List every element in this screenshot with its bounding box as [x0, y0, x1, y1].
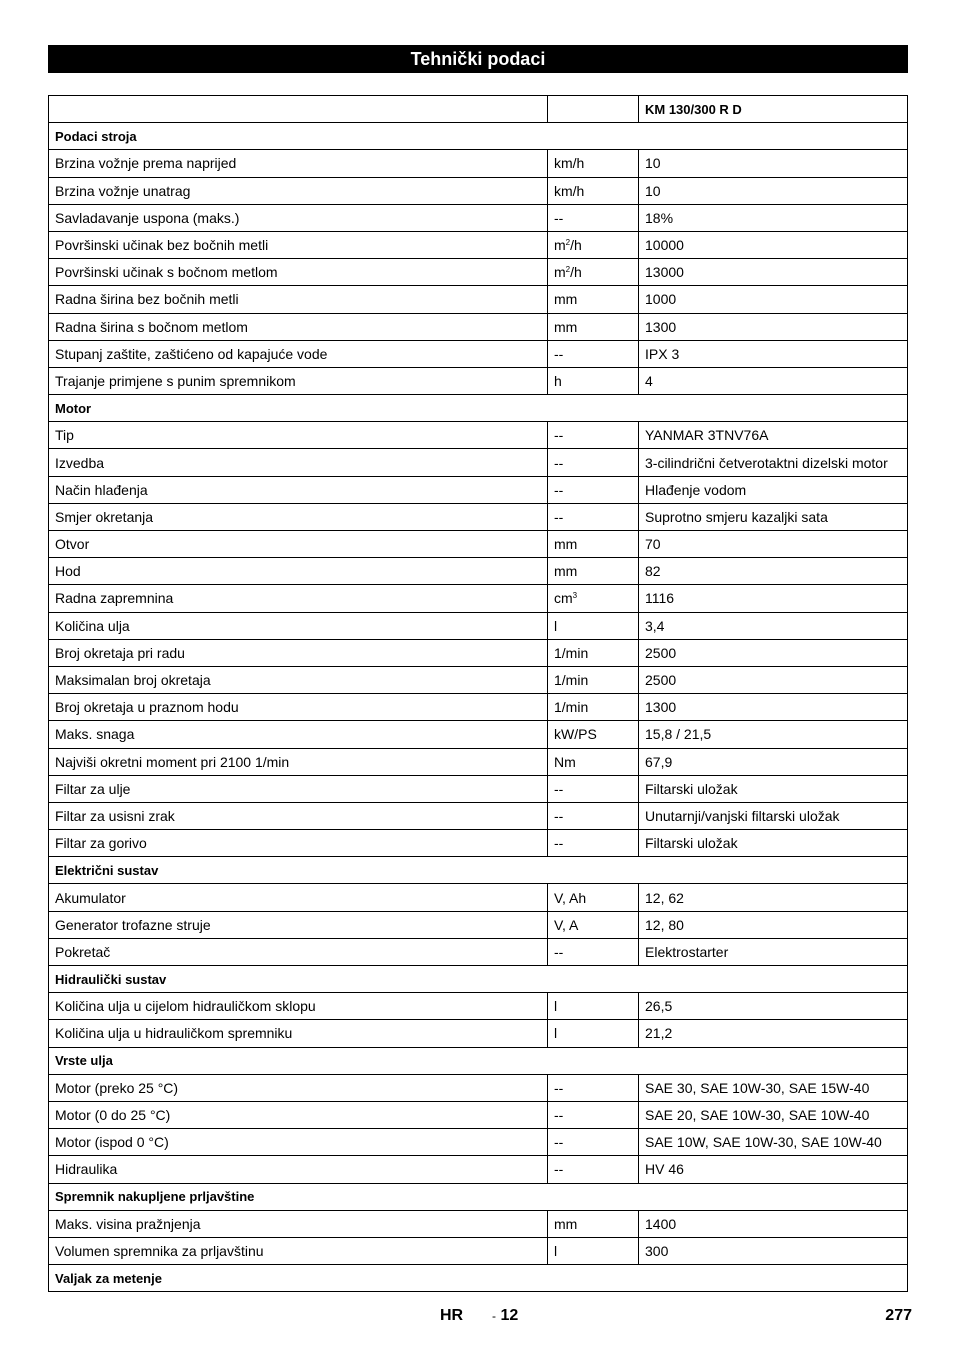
spec-unit: [548, 177, 639, 204]
spec-unit-text: mm: [554, 1215, 578, 1232]
spec-unit: [548, 503, 639, 530]
spec-unit-text: 1/min: [554, 699, 589, 716]
spec-value: 1000: [639, 286, 908, 313]
section-title: Motor: [49, 395, 908, 422]
spec-label: Najviši okretni moment pri 2100 1/min: [49, 748, 548, 775]
section-row: [49, 123, 908, 150]
table-row: [49, 286, 908, 313]
spec-unit-suffix: /h: [570, 237, 582, 254]
spec-label: Motor (0 do 25 °C): [49, 1101, 548, 1128]
spec-unit: [548, 1237, 639, 1264]
spec-unit-text: V, A: [554, 916, 579, 933]
spec-label: Savladavanje uspona (maks.): [49, 204, 548, 231]
spec-unit-text: --: [554, 943, 564, 960]
table-row: [49, 1101, 908, 1128]
table-row: [49, 177, 908, 204]
spec-label: Hidraulika: [49, 1156, 548, 1183]
spec-unit: [548, 1129, 639, 1156]
spec-unit: [548, 938, 639, 965]
spec-unit: [548, 694, 639, 721]
spec-value: Suprotno smjeru kazaljki sata: [639, 503, 908, 530]
table-row: [49, 1237, 908, 1264]
spec-value: 18%: [639, 204, 908, 231]
spec-value: 10000: [639, 231, 908, 258]
spec-value: 1300: [639, 313, 908, 340]
section-row: [49, 1183, 908, 1210]
section-row: [49, 857, 908, 884]
spec-unit-text: l: [554, 1242, 558, 1259]
spec-unit-exponent: 2: [565, 238, 571, 248]
spec-label: Smjer okretanja: [49, 503, 548, 530]
spec-unit-text: l: [554, 1025, 558, 1042]
spec-value: 26,5: [639, 993, 908, 1020]
spec-value: 1400: [639, 1210, 908, 1237]
spec-value: 70: [639, 531, 908, 558]
spec-unit: [548, 476, 639, 503]
table-row: [49, 1210, 908, 1237]
spec-label: Količina ulja u hidrauličkom spremniku: [49, 1020, 548, 1047]
spec-value: Filtarski uložak: [639, 830, 908, 857]
spec-unit-text: --: [554, 427, 564, 444]
table-row: [49, 721, 908, 748]
spec-unit: [548, 1210, 639, 1237]
spec-unit: [548, 558, 639, 585]
spec-unit-text: V, Ah: [554, 889, 587, 906]
spec-label: Količina ulja u cijelom hidrauličkom sklopu: [49, 993, 548, 1020]
spec-unit: [548, 449, 639, 476]
spec-table-body: [49, 96, 908, 1292]
spec-unit-text: mm: [554, 318, 578, 335]
spec-value: 300: [639, 1237, 908, 1264]
table-row: [49, 531, 908, 558]
spec-label: Tip: [49, 422, 548, 449]
spec-unit-text: --: [554, 1079, 564, 1096]
spec-value: 12, 80: [639, 911, 908, 938]
spec-label: Maks. snaga: [49, 721, 548, 748]
spec-value: SAE 20, SAE 10W-30, SAE 10W-40: [639, 1101, 908, 1128]
footer-page-index: 12: [500, 1307, 519, 1324]
spec-label: Broj okretaja pri radu: [49, 639, 548, 666]
spec-unit: [548, 802, 639, 829]
section-row: [49, 1265, 908, 1292]
table-row: [49, 558, 908, 585]
spec-value: 10: [639, 150, 908, 177]
header-empty-unit: [548, 96, 639, 123]
table-row: [49, 231, 908, 258]
spec-unit: [548, 911, 639, 938]
spec-unit-text: mm: [554, 291, 578, 308]
table-row: [49, 911, 908, 938]
header-empty-label: [49, 96, 548, 123]
spec-label: Pokretač: [49, 938, 548, 965]
spec-label: Otvor: [49, 531, 548, 558]
spec-unit: [548, 259, 639, 286]
spec-unit: [548, 231, 639, 258]
section-title: Podaci stroja: [49, 123, 908, 150]
table-row: [49, 1129, 908, 1156]
spec-unit-text: --: [554, 780, 564, 797]
table-row: [49, 666, 908, 693]
spec-unit-text: --: [554, 1134, 564, 1151]
table-row: [49, 1074, 908, 1101]
spec-unit: [548, 585, 639, 612]
spec-unit: [548, 1020, 639, 1047]
table-row: [49, 503, 908, 530]
spec-unit-text: --: [554, 1161, 564, 1178]
spec-label: Površinski učinak bez bočnih metli: [49, 231, 548, 258]
table-row: [49, 993, 908, 1020]
spec-value: Hlađenje vodom: [639, 476, 908, 503]
spec-value: Elektrostarter: [639, 938, 908, 965]
spec-unit: [548, 1074, 639, 1101]
spec-label: Izvedba: [49, 449, 548, 476]
spec-value: 12, 62: [639, 884, 908, 911]
spec-unit: [548, 639, 639, 666]
spec-value: 3-cilindrični četverotaktni dizelski motor: [639, 449, 908, 476]
spec-unit-text: h: [554, 372, 562, 389]
section-title: Vrste ulja: [49, 1047, 908, 1074]
spec-unit-text: 1/min: [554, 644, 589, 661]
table-row: [49, 884, 908, 911]
spec-unit: [548, 612, 639, 639]
spec-unit: [548, 204, 639, 231]
spec-label: Površinski učinak s bočnom metlom: [49, 259, 548, 286]
table-row: [49, 259, 908, 286]
table-row: [49, 204, 908, 231]
section-row: [49, 966, 908, 993]
section-title: Hidraulički sustav: [49, 966, 908, 993]
section-title: Električni sustav: [49, 857, 908, 884]
section-title: Spremnik nakupljene prljavštine: [49, 1183, 908, 1210]
spec-unit: [548, 340, 639, 367]
spec-value: 13000: [639, 259, 908, 286]
spec-unit-text: --: [554, 508, 564, 525]
spec-unit-text: m: [554, 237, 566, 254]
table-row: [49, 612, 908, 639]
spec-label: Maksimalan broj okretaja: [49, 666, 548, 693]
spec-unit: [548, 313, 639, 340]
spec-value: Unutarnji/vanjski filtarski uložak: [639, 802, 908, 829]
spec-unit: [548, 830, 639, 857]
spec-label: Motor (ispod 0 °C): [49, 1129, 548, 1156]
table-row: [49, 938, 908, 965]
section-row: [49, 395, 908, 422]
spec-label: Brzina vožnje unatrag: [49, 177, 548, 204]
spec-value: 1116: [639, 585, 908, 612]
spec-label: Broj okretaja u praznom hodu: [49, 694, 548, 721]
table-row: [49, 802, 908, 829]
spec-unit-text: mm: [554, 536, 578, 553]
spec-value: 21,2: [639, 1020, 908, 1047]
spec-unit: [548, 721, 639, 748]
table-row: [49, 367, 908, 394]
spec-label: Radna zapremnina: [49, 585, 548, 612]
footer-page-number: 277: [885, 1307, 912, 1324]
table-row: [49, 694, 908, 721]
spec-label: Motor (preko 25 °C): [49, 1074, 548, 1101]
spec-unit: [548, 993, 639, 1020]
spec-unit-text: --: [554, 1107, 564, 1124]
footer-dash: -: [492, 1309, 496, 1323]
spec-value: SAE 10W, SAE 10W-30, SAE 10W-40: [639, 1129, 908, 1156]
section-row: [49, 1047, 908, 1074]
spec-unit-suffix: /h: [570, 264, 582, 281]
spec-label: Hod: [49, 558, 548, 585]
table-header-row: [49, 96, 908, 123]
spec-label: Količina ulja: [49, 612, 548, 639]
table-row: [49, 449, 908, 476]
spec-unit-text: --: [554, 345, 564, 362]
spec-label: Brzina vožnje prema naprijed: [49, 150, 548, 177]
spec-unit-text: --: [554, 209, 564, 226]
spec-label: Akumulator: [49, 884, 548, 911]
spec-value: HV 46: [639, 1156, 908, 1183]
spec-label: Filtar za gorivo: [49, 830, 548, 857]
spec-value: YANMAR 3TNV76A: [639, 422, 908, 449]
spec-unit: [548, 367, 639, 394]
spec-unit: [548, 1156, 639, 1183]
spec-unit: [548, 775, 639, 802]
spec-unit: [548, 531, 639, 558]
spec-label: Filtar za usisni zrak: [49, 802, 548, 829]
spec-value: 10: [639, 177, 908, 204]
spec-value: 1300: [639, 694, 908, 721]
spec-unit: [548, 422, 639, 449]
spec-value: IPX 3: [639, 340, 908, 367]
section-title: Valjak za metenje: [49, 1265, 908, 1292]
spec-value: 2500: [639, 666, 908, 693]
spec-unit-text: cm: [554, 590, 573, 607]
spec-unit-exponent: 2: [565, 265, 571, 275]
spec-table: [48, 95, 908, 1292]
table-row: [49, 150, 908, 177]
table-row: [49, 476, 908, 503]
spec-label: Generator trofazne struje: [49, 911, 548, 938]
spec-unit: [548, 1101, 639, 1128]
spec-value: 2500: [639, 639, 908, 666]
spec-label: Maks. visina pražnjenja: [49, 1210, 548, 1237]
spec-unit-text: 1/min: [554, 672, 589, 689]
table-row: [49, 585, 908, 612]
spec-value: 15,8 / 21,5: [639, 721, 908, 748]
spec-value: 67,9: [639, 748, 908, 775]
table-row: [49, 340, 908, 367]
spec-unit: [548, 286, 639, 313]
table-row: [49, 422, 908, 449]
spec-unit-text: Nm: [554, 753, 576, 770]
spec-label: Radna širina s bočnom metlom: [49, 313, 548, 340]
table-row: [49, 1156, 908, 1183]
footer-language: HR: [440, 1307, 464, 1324]
spec-unit-text: km/h: [554, 155, 585, 172]
spec-unit-exponent: 3: [572, 591, 578, 601]
spec-unit: [548, 666, 639, 693]
spec-unit-text: l: [554, 617, 558, 634]
spec-label: Volumen spremnika za prljavštinu: [49, 1237, 548, 1264]
spec-unit: [548, 150, 639, 177]
spec-unit-text: --: [554, 454, 564, 471]
spec-unit-text: l: [554, 998, 558, 1015]
spec-label: Način hlađenja: [49, 476, 548, 503]
spec-value: 3,4: [639, 612, 908, 639]
table-row: [49, 639, 908, 666]
spec-value: Filtarski uložak: [639, 775, 908, 802]
spec-unit-text: kW/PS: [554, 726, 597, 743]
table-row: [49, 775, 908, 802]
page-title: Tehnički podaci: [48, 45, 908, 73]
model-name: KM 130/300 R D: [639, 96, 908, 123]
spec-unit: [548, 748, 639, 775]
spec-label: Stupanj zaštite, zaštićeno od kapajuće vode: [49, 340, 548, 367]
spec-unit-text: --: [554, 835, 564, 852]
spec-label: Radna širina bez bočnih metli: [49, 286, 548, 313]
spec-unit-text: --: [554, 481, 564, 498]
spec-value: 82: [639, 558, 908, 585]
table-row: [49, 830, 908, 857]
spec-unit-text: m: [554, 264, 566, 281]
table-row: [49, 748, 908, 775]
spec-value: 4: [639, 367, 908, 394]
spec-value: SAE 30, SAE 10W-30, SAE 15W-40: [639, 1074, 908, 1101]
spec-unit-text: km/h: [554, 182, 585, 199]
spec-unit: [548, 884, 639, 911]
spec-label: Filtar za ulje: [49, 775, 548, 802]
table-row: [49, 313, 908, 340]
footer-page: [492, 1307, 518, 1325]
table-row: [49, 1020, 908, 1047]
spec-label: Trajanje primjene s punim spremnikom: [49, 367, 548, 394]
spec-unit-text: --: [554, 807, 564, 824]
spec-unit-text: mm: [554, 563, 578, 580]
